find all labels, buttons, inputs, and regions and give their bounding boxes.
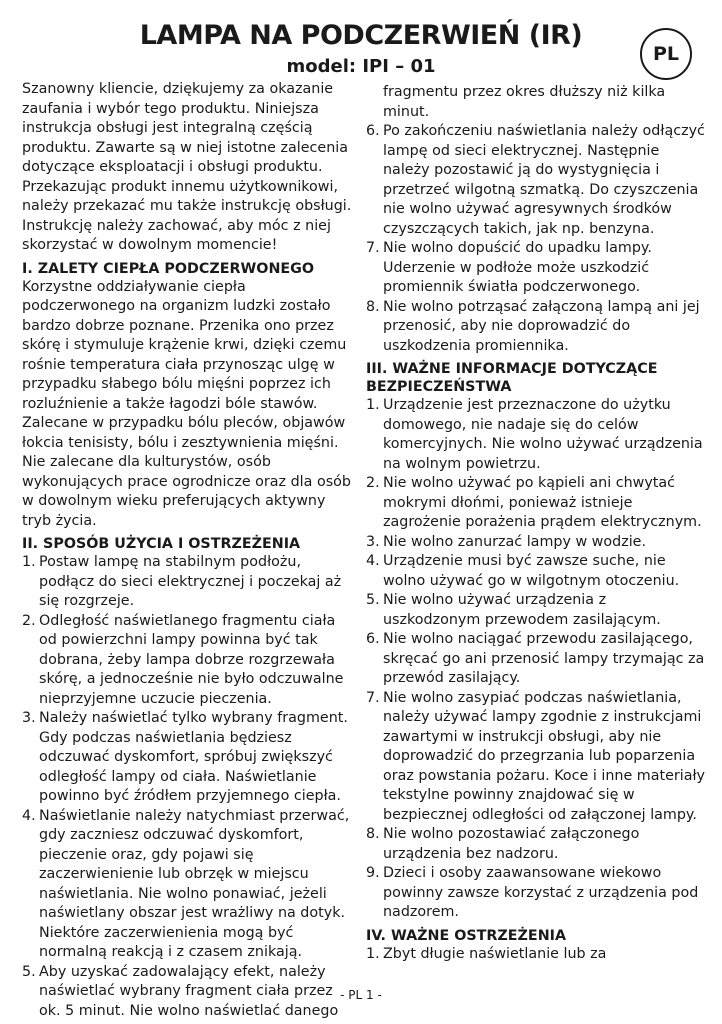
list-item-text: Nie wolno pozostawiać załączonego urządzenia bez nadzoru. xyxy=(383,826,640,862)
right-column xyxy=(366,83,706,964)
list-item-number: 7. xyxy=(366,240,380,256)
list-item xyxy=(366,945,706,965)
list-item-number: 3. xyxy=(22,710,36,726)
section-1-heading: I. ZALETY CIEPŁA PODCZERWONEGO xyxy=(22,260,315,277)
section-3-heading: III. WAŻNE INFORMACJE DOTYCZĄCE BEZPIECZEŃSTWA xyxy=(366,361,658,395)
list-item xyxy=(366,552,706,591)
section-2-heading: II. SPOSÓB UŻYCIA I OSTRZEŻENIA xyxy=(22,536,301,552)
list-item-number: 3. xyxy=(366,533,380,550)
list-item xyxy=(22,553,356,612)
list-item-number: 2. xyxy=(22,612,36,629)
list-item-number: 1. xyxy=(366,945,380,962)
model-label: model: IPI – 01 xyxy=(286,56,436,77)
list-item xyxy=(366,689,706,826)
list-item-text: Urządzenie jest przeznaczone do użytku domowego, nie nadaje się do celów komercyjnych. Nie wolno używać urządzenia na wolnym powietrzu. xyxy=(383,397,703,472)
list-item xyxy=(366,630,706,689)
language-badge: PL xyxy=(640,28,692,80)
list-item xyxy=(366,533,706,553)
list-item-text: Aby uzyskać zadowalający efekt, należy naświetlać wybrany fragment ciała przez ok. 5 minut. Nie wolno naświetlać danego xyxy=(39,963,339,1019)
list-item xyxy=(366,239,706,298)
list-item xyxy=(366,474,706,533)
list-item-text: Nie wolno naciągać przewodu zasilającego, skręcać go ani przenosić lampy trzymając za przewód zasilający. xyxy=(383,631,705,686)
list-item-continuation: fragmentu przez okres dłuższy niż kilka minut. xyxy=(383,84,666,120)
list-item-text: Naświetlanie należy natychmiast przerwać, gdy zaczniesz odczuwać dyskomfort, pieczenie oraz, gdy pojawi się zaczerwienienie lub obrzęk w miejscu naświetlania. Nie wolno ponawiać, jeżeli naświetlany obszar jest wrażliwy na dotyk. Niektóre zaczerwienienia mogą być normalną reakcją i z czasem znikają. xyxy=(39,807,350,960)
list-item-text: Odległość naświetlanego fragmentu ciała od powierzchni lampy powinna być tak dobrana, żeby lampa dobrze rozgrzewała skórę, a jednocześnie nie było odczuwalne nieprzyjemne uczucie pieczenia. xyxy=(39,612,344,707)
list-item xyxy=(366,122,706,239)
list-item xyxy=(366,396,706,474)
list-item-text: Nie wolno używać urządzenia z uszkodzonym przewodem zasilającym. xyxy=(383,592,661,628)
section-2-list-continued xyxy=(366,122,706,356)
list-item-text: Nie wolno zasypiać podczas naświetlania, należy używać lampy zgodnie z instrukcjami zawartymi w instrukcji obsługi, aby nie doprowadzić do przegrzania lub poparzenia oraz powstania pożaru. Koce i inne materiały tekstylne powinny znajdować się w bezpiecznej odległości od załączonej lampy. xyxy=(383,689,706,823)
section-1-text: Korzystne oddziaływanie ciepła podczerwonego na organizm ludzki zostało bardzo dobrze poznane. Przenika ono przez skórę i stymuluje krążenie krwi, dzięki czemu rośnie temperatura ciała przynosząc ulgę w przypadku słabego bólu mięśni poprzez ich rozluźnienie a także łagodzi bóle stawów. Zalecane w przypadku bólu pleców, objawów łokcia tenisisty, bólu i zesztywnienia mięśni. Nie zalecane dla kulturystów, osób wykonujących prace ogrodnicze oraz dla osób w dowolnym wieku preferujących aktywny tryb życia. xyxy=(22,278,351,529)
list-item-number: 9. xyxy=(366,865,380,881)
list-item-number: 6. xyxy=(366,631,380,647)
list-item xyxy=(22,807,356,963)
list-item-text: Nie wolno używać po kąpieli ani chwytać mokrymi dłońmi, ponieważ istnieje zagrożenie porażenia prądem elektrycznym. xyxy=(383,475,702,530)
list-item xyxy=(366,591,706,630)
list-item-text: Postaw lampę na stabilnym podłożu, podłącz do sieci elektrycznej i poczekaj aż się rozgrzeje. xyxy=(39,554,342,609)
list-item-text: Dzieci i osoby zaawansowane wiekowo powinny zawsze korzystać z urządzenia pod nadzorem. xyxy=(383,865,699,920)
list-item-text: Nie wolno dopuścić do upadku lampy. Uderzenie w podłoże może uszkodzić promiennik światła podczerwonego. xyxy=(383,240,652,295)
list-item-number: 7. xyxy=(366,689,380,706)
list-item-number: 5. xyxy=(366,592,380,608)
page-title: LAMPA NA PODCZERWIEŃ (IR) xyxy=(139,20,583,51)
list-item-number: 5. xyxy=(22,963,36,980)
intro-paragraph: Szanowny kliencie, dziękujemy za okazanie zaufania i wybór tego produktu. Niniejsza instrukcja obsługi jest integralną częścią produktu. Zawarte są w niej istotne zalecenia dotyczące eksploatacji i obsługi produktu. Przekazując produkt innemu użytkownikowi, należy przekazać mu także instrukcję obsługi. Instrukcję należy zachować, aby móc z niej skorzystać w dowolnym momencie! xyxy=(22,81,352,253)
section-4-list xyxy=(366,945,706,965)
list-item-text: Po zakończeniu naświetlania należy odłączyć lampę od sieci elektrycznej. Następnie należy pozostawić ją do wystygnięcia i przetrzeć wilgotną szmatką. Do czyszczenia nie wolno używać agresywnych środków czyszczących takich, jak np. benzyna. xyxy=(383,123,705,237)
section-4-heading: IV. WAŻNE OSTRZEŻENIA xyxy=(366,927,567,944)
list-item xyxy=(366,825,706,864)
list-item-text: Zbyt długie naświetlanie lub za xyxy=(383,945,607,962)
page-number: - PL 1 - xyxy=(340,988,382,1002)
list-item-number: 4. xyxy=(366,553,380,569)
list-item-number: 8. xyxy=(366,826,380,842)
list-item-text: Nie wolno potrząsać załączoną lampą ani jej przenosić, aby nie doprowadzić do uszkodzenia promiennika. xyxy=(383,298,700,354)
list-item xyxy=(22,709,356,807)
list-item-number: 6. xyxy=(366,123,380,139)
list-item-text: Urządzenie musi być zawsze suche, nie wolno używać go w wilgotnym otoczeniu. xyxy=(383,553,680,589)
section-2-list xyxy=(22,553,356,1021)
section-3-list xyxy=(366,396,706,923)
list-item-number: 2. xyxy=(366,475,380,491)
list-item-number: 8. xyxy=(366,298,380,315)
list-item xyxy=(366,298,706,357)
list-item-number: 1. xyxy=(366,397,380,413)
list-item-text: Należy naświetlać tylko wybrany fragment. Gdy podczas naświetlania będziesz odczuwać dyskomfort, spróbuj zwiększyć odległość lampy od ciała. Naświetlanie powinno być źródłem przyjemnego ciepła. xyxy=(39,710,348,804)
list-item-number: 4. xyxy=(22,807,36,824)
list-item-text: Nie wolno zanurzać lampy w wodzie. xyxy=(383,533,647,550)
list-item-number: 1. xyxy=(22,554,36,570)
list-item xyxy=(22,612,356,710)
left-column xyxy=(22,80,356,1021)
list-item xyxy=(366,864,706,923)
